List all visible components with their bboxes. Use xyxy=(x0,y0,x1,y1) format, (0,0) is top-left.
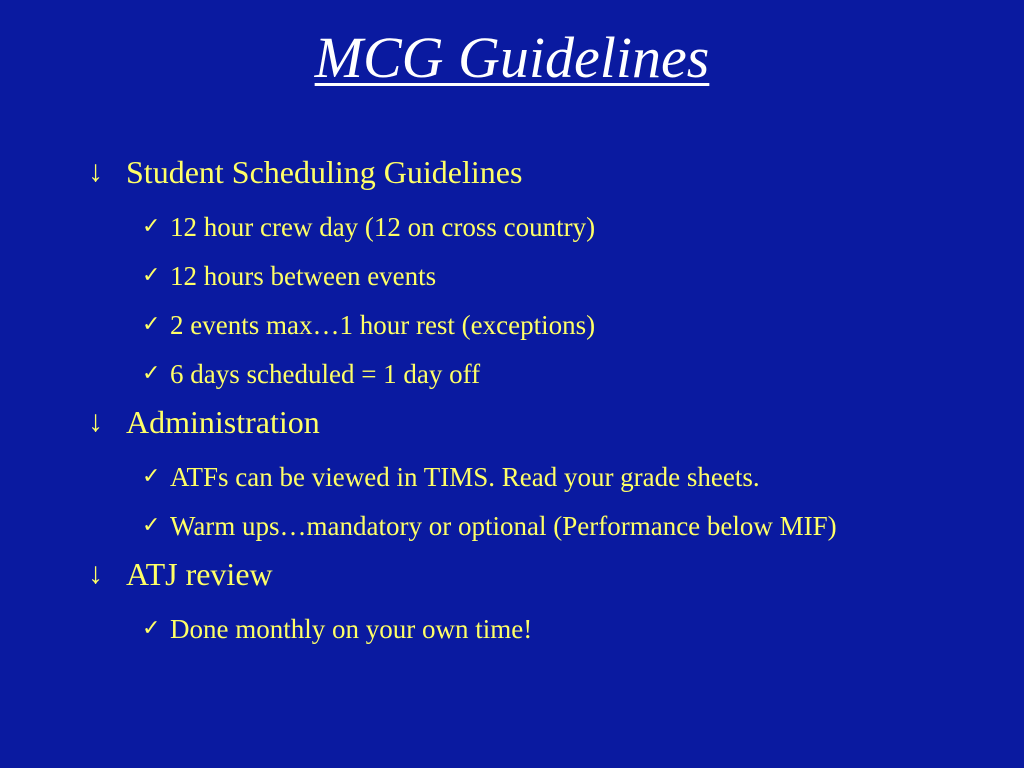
section-atj-review xyxy=(88,550,948,647)
check-mark-icon: ✓ xyxy=(142,361,161,386)
slide-title-text: MCG Guidelines xyxy=(314,25,710,90)
list-item-text: Warm ups…mandatory or optional (Performance below MIF) xyxy=(170,511,837,541)
section-heading-text: ATJ review xyxy=(126,556,273,592)
list-item-text: 6 days scheduled = 1 day off xyxy=(170,359,481,389)
down-arrow-icon: ↓ xyxy=(88,557,103,590)
check-mark-icon: ✓ xyxy=(142,616,161,641)
section-heading xyxy=(88,148,948,196)
check-mark-icon: ✓ xyxy=(142,263,161,288)
list-item xyxy=(142,611,948,647)
section-heading xyxy=(88,550,948,598)
list-item-text: 12 hours between events xyxy=(170,261,437,291)
list-item xyxy=(142,209,948,245)
check-mark-icon: ✓ xyxy=(142,312,161,337)
section-administration xyxy=(88,398,948,544)
section-heading xyxy=(88,398,948,446)
down-arrow-icon: ↓ xyxy=(88,405,103,438)
slide-title xyxy=(0,22,1024,94)
section-student-scheduling xyxy=(88,148,948,392)
list-item xyxy=(142,508,948,544)
list-item xyxy=(142,459,948,495)
list-item xyxy=(142,258,948,294)
check-mark-icon: ✓ xyxy=(142,214,161,239)
slide-content xyxy=(88,144,948,653)
list-item-text: 2 events max…1 hour rest (exceptions) xyxy=(170,310,596,340)
list-item xyxy=(142,356,948,392)
list-item-text: ATFs can be viewed in TIMS. Read your grade sheets. xyxy=(170,462,760,492)
section-heading-text: Administration xyxy=(126,404,320,440)
down-arrow-icon: ↓ xyxy=(88,155,103,188)
list-item xyxy=(142,307,948,343)
list-item-text: Done monthly on your own time! xyxy=(170,614,533,644)
check-mark-icon: ✓ xyxy=(142,513,161,538)
list-item-text: 12 hour crew day (12 on cross country) xyxy=(170,212,596,242)
section-heading-text: Student Scheduling Guidelines xyxy=(126,154,523,190)
check-mark-icon: ✓ xyxy=(142,464,161,489)
